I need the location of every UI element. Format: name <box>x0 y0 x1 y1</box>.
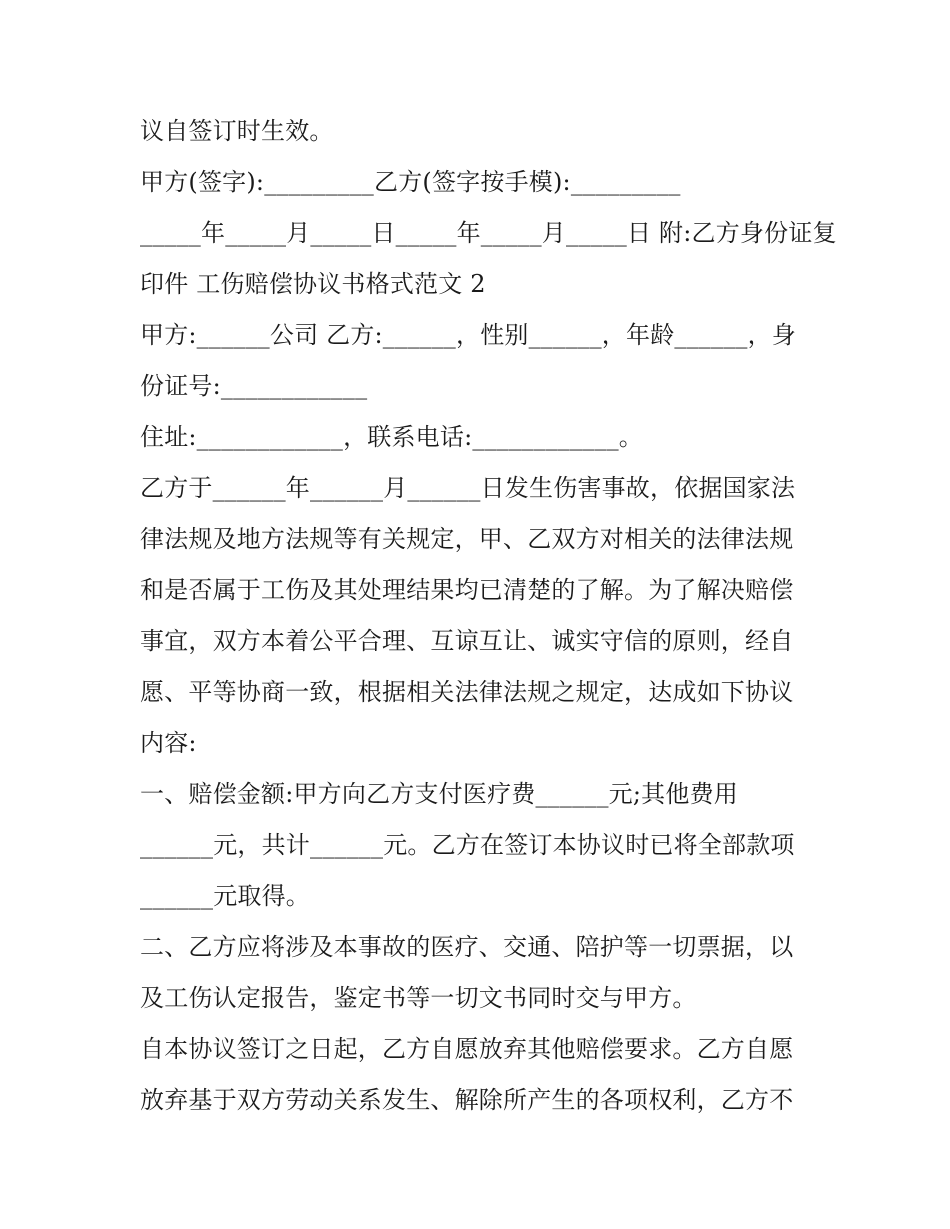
paragraph-line: 乙方于______年______月______日发生伤害事故，依据国家法 <box>140 474 796 502</box>
address-line: 住址:____________，联系电话:____________。 <box>140 423 643 451</box>
signature-line: 甲方(签字):_________乙方(签字按手模):_________ <box>140 168 681 196</box>
paragraph-line: 律法规及地方法规等有关规定，甲、乙双方对相关的法律法规 <box>140 525 794 553</box>
document-body <box>140 106 837 1126</box>
paragraph-line: 内容: <box>140 729 197 757</box>
paragraph-line: 和是否属于工伤及其处理结果均已清楚的了解。为了解决赔偿 <box>140 576 794 604</box>
clause-line: 二、乙方应将涉及本事故的医疗、交通、陪护等一切票据，以 <box>140 933 794 961</box>
id-number-line: 份证号:____________ <box>140 372 368 400</box>
clause-line: ______元取得。 <box>140 882 310 910</box>
paragraph-line: 放弃基于双方劳动关系发生、解除所产生的各项权利，乙方不 <box>140 1086 794 1114</box>
clause-line: 及工伤认定报告，鉴定书等一切文书同时交与甲方。 <box>140 984 697 1012</box>
clause-line: 一、赔偿金额:甲方向乙方支付医疗费______元;其他费用 <box>140 780 738 808</box>
party-info-line: 甲方:______公司 乙方:______，性别______，年龄______，身 <box>140 321 796 349</box>
section-title-line: 印件 工伤赔偿协议书格式范文 2 <box>140 270 486 298</box>
clause-line: ______元，共计______元。乙方在签订本协议时已将全部款项 <box>140 831 795 859</box>
date-line: _____年_____月_____日_____年_____月_____日 附:乙方身份证复 <box>140 219 837 247</box>
paragraph-line: 愿、平等协商一致，根据相关法律法规之规定，达成如下协议 <box>140 678 794 706</box>
paragraph-line: 自本协议签订之日起，乙方自愿放弃其他赔偿要求。乙方自愿 <box>140 1035 794 1063</box>
text-line: 议自签订时生效。 <box>140 117 334 145</box>
paragraph-line: 事宜，双方本着公平合理、互谅互让、诚实守信的原则，经自 <box>140 627 794 655</box>
